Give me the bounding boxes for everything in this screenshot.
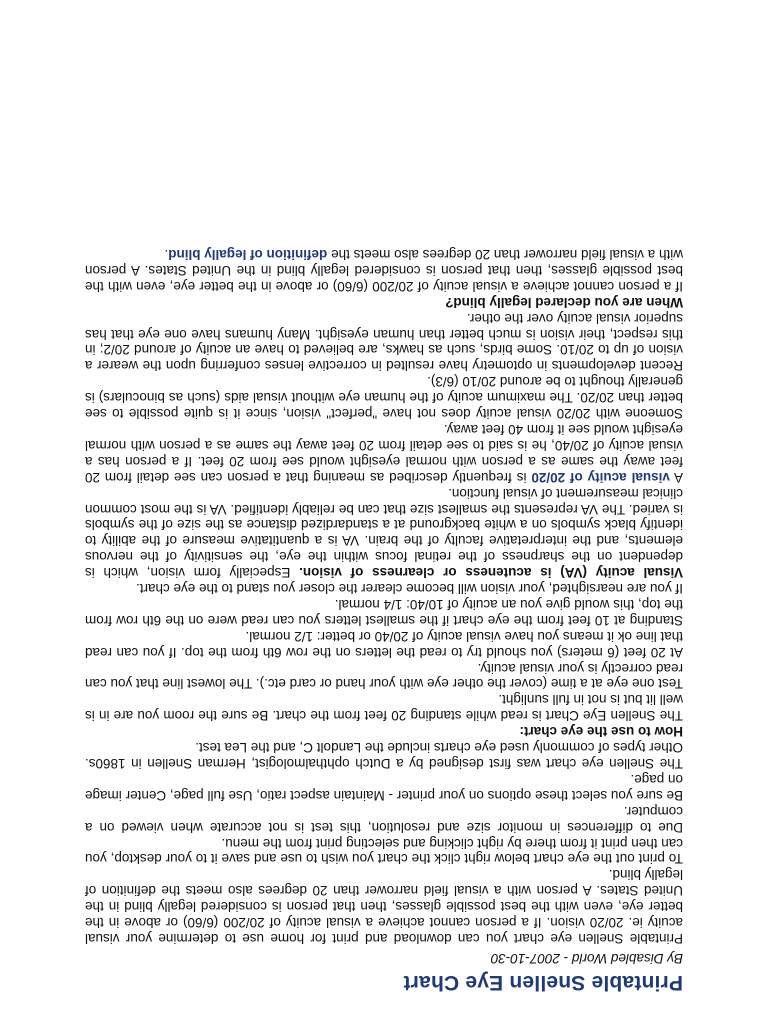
optometry-paragraph: Recent developments in optometry have resulted in corrective lenses conferring upon the wearer a vision of up to 20/10. Some birds, such as hawks, are believed to have an acuity of around 20/2; in this respect, their vision is much better than human eyesight. Many humans have one eye that has superior visual acuity over the other. (85, 310, 683, 374)
visual-acuity-paragraph (85, 485, 683, 580)
legally-blind-paragraph (85, 246, 683, 294)
howto-step-5: If you are nearsighted, your vision will become clearer the closer you stand to the eye chart. (135, 581, 683, 597)
acuity-link[interactable]: visual acuity of 20/20 (531, 469, 670, 485)
acuity-prefix: A (669, 469, 683, 485)
blind-end: . (164, 247, 169, 263)
page-title: Printable Snellen Eye Chart (403, 971, 683, 994)
howto-step-1: The Snellen Eye Chart is read while standing 20 feet from the chart. Be sure the room you are in is well lit but is not in full sunlight. (85, 692, 683, 724)
monitor-note: Due to differences in monitor size and resolution, this test is not accurate when viewed on a computer. (85, 803, 683, 835)
acuity-paragraph (85, 421, 683, 485)
perfect-vision-paragraph: Someone with 20/20 visual acuity does not have "perfect" vision, since it is quite possible to see better than 20/20. The maximum acuity of the human eye without visual aids (such as binoculars) is generally thought to be around 20/10 (6/3). (85, 374, 683, 422)
legally-blind-heading: When are you declared legally blind? (445, 294, 683, 310)
va-heading: Visual acuity (VA) is acuteness or clearness of vision. (299, 565, 683, 581)
blind-text: If a person cannot achieve a visual acuity of 20/200 (6/60) or above in the better eye, even with the best possible glasses, then that person is considered legally blind in the United States. A person with a visual field narrower than 20 degrees also meets the (85, 247, 683, 294)
intro-paragraph: Printable Snellen eye chart you can download and print for home use to determine your visual acuity ie. 20/20 vision. If a person cannot achieve a visual acuity of 20/200 (6/60) or above in the better eye, even with the best possible glasses, then that person is considered legally blind in the United States. A person with a visual field narrower than 20 degrees also meets the definition of legally blind. (85, 867, 683, 946)
byline: By Disabled World - 2007-10-30 (490, 951, 683, 966)
history-paragraph: The Snellen eye chart was first designed by a Dutch ophthalmologist, Herman Snellen in 1860s. Other types of commonly used eye charts include the Landolt C, and the Lea test. (85, 740, 683, 772)
legally-blind-link[interactable]: definition of legally blind (168, 247, 328, 263)
va-text: Especially form vision, which is dependent on the sharpness of the retinal focus within the eye, the sensitivity of the nervous elements, and the interpretative faculty of the brain. VA is a quantitative measure of the ability to identify black symbols on a white background at a standardized distance as the size of the symbols is varied. The VA represents the smallest size that can be reliably identified. VA is the most common clinical measurement of visual function. (85, 485, 683, 581)
howto-step-2: Test one eye at a time (cover the other eye with your hand or card etc.). The lowest line that you can read correctly is your visual acuity. (85, 660, 683, 692)
howto-step-3: At 20 feet (6 meters) you should try to read the letters on the row 6th from the top. If you can read that line ok it means you have visual acuity of 20/40 or better: 1/2 normal. (85, 628, 683, 660)
acuity-text: is frequently described as meaning that a person can see detail from 20 feet away the same as a person with normal eyesight would see from 20 feet. If a person has a visual acuity of 20/40, he is said to see detail from 20 feet away the same as a person with normal eyesight would see it from 40 feet away. (85, 422, 683, 485)
printer-options: Be sure you select these options on your printer - Maintain aspect ratio, Use full page, Center image on page. (85, 771, 683, 803)
print-instructions: To print out the eye chart below right click the chart you wish to use and save it to your desktop, you can then print it from there by right clicking and selecting print from the menu. (85, 835, 683, 867)
howto-heading: How to use the eye chart: (519, 724, 683, 740)
howto-step-4: Standing at 10 feet from the eye chart if the smallest letters you can read were on the 6th row from the top, this would give you an acuity of 10/40: 1/4 normal. (85, 596, 683, 628)
article (85, 246, 683, 994)
